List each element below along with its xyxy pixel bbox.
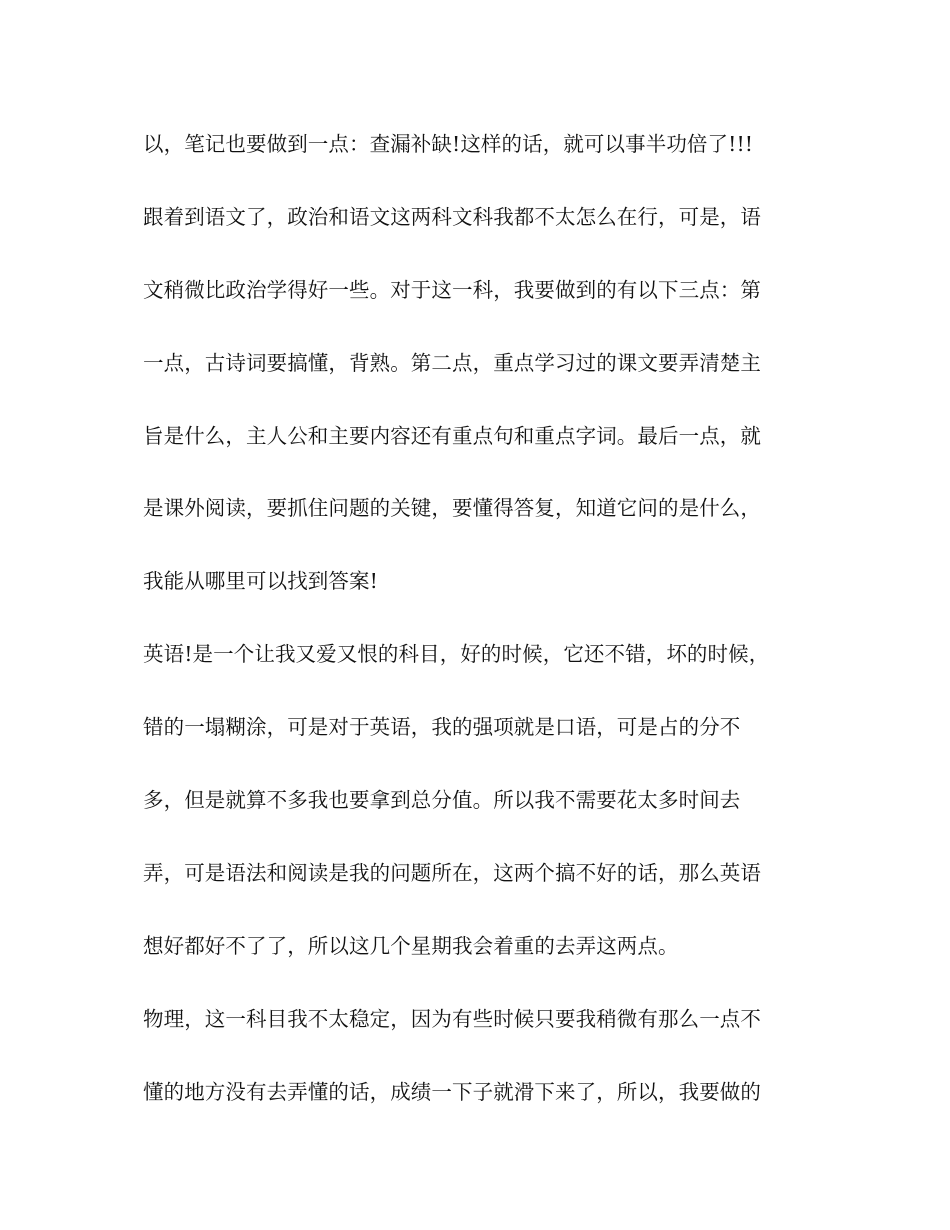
text-line: 英语!是一个让我又爱又恨的科目，好的时候，它还不错，坏的时候， [143,642,770,667]
text-line: 是课外阅读，要抓住问题的关键，要懂得答复，知道它问的是什么， [143,496,761,521]
text-line: 文稍微比政治学得好一些。对于这一科，我要做到的有以下三点：第 [143,277,761,302]
text-line: 想好都好不了了，所以这几个星期我会着重的去弄这两点。 [143,933,679,958]
text-line: 错的一塌糊涂，可是对于英语，我的强项就是口语，可是占的分不 [143,715,741,740]
body-text [143,122,803,1142]
text-line: 跟着到语文了，政治和语文这两科文科我都不太怎么在行，可是，语 [143,204,761,229]
text-line: 旨是什么，主人公和主要内容还有重点句和重点字词。最后一点，就 [143,423,761,448]
text-line: 懂的地方没有去弄懂的话，成绩一下子就滑下来了，所以，我要做的 [143,1079,761,1104]
text-line: 多，但是就算不多我也要拿到总分值。所以我不需要花太多时间去 [143,788,741,813]
text-line: 物理，这一科目我不太稳定，因为有些时候只要我稍微有那么一点不 [143,1006,761,1031]
text-line: 弄，可是语法和阅读是我的问题所在，这两个搞不好的话，那么英语 [143,860,761,885]
text-line: 我能从哪里可以找到答案! [143,569,378,594]
text-line: 一点，古诗词要搞懂，背熟。第二点，重点学习过的课文要弄清楚主 [143,350,761,375]
text-line: 以，笔记也要做到一点：查漏补缺!这样的话，就可以事半功倍了!!! [143,132,754,156]
